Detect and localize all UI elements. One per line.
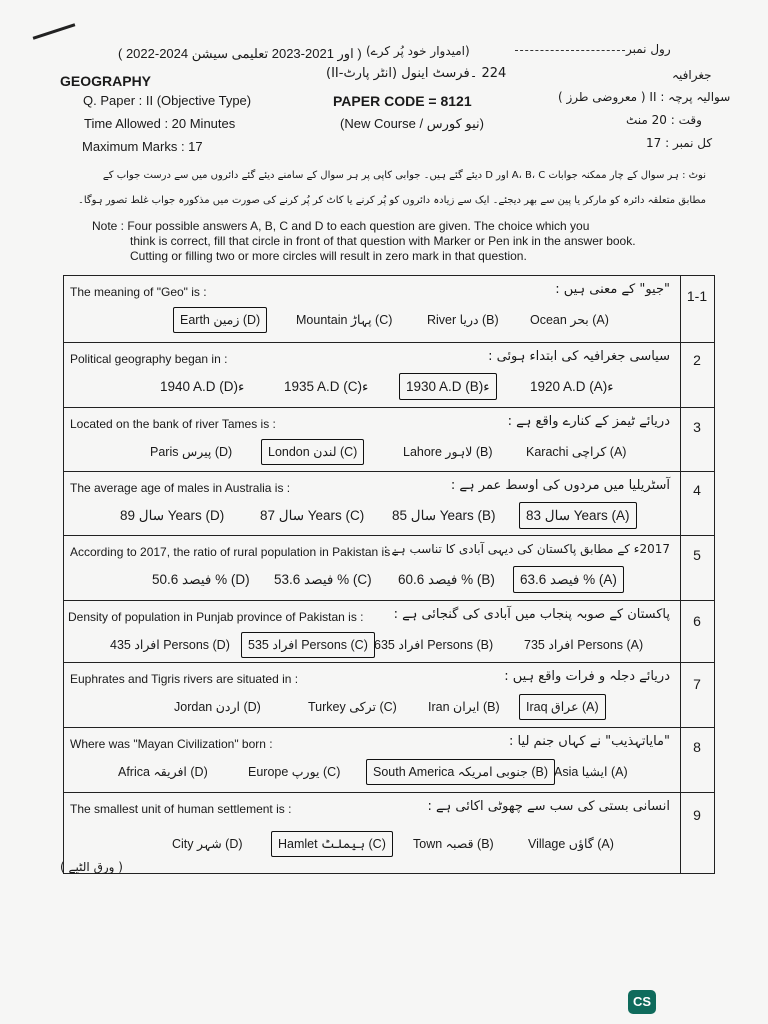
question-number: 9 [693,807,701,823]
paper-en: Q. Paper : II (Objective Type) [83,93,252,108]
paper-code: PAPER CODE = 8121 [333,93,472,109]
candidate-note: (امیدوار خود پُر کرے) [366,44,470,58]
question-row [64,407,714,472]
question-number: 3 [693,419,701,435]
question-text-ur: آسٹریلیا میں مردوں کی اوسط عمر ہے : [450,478,670,493]
question-text-en: According to 2017, the ratio of rural population in Pakistan is : [70,545,397,559]
question-table [63,275,715,874]
option-b: فیصد 60.6 % (B) [398,572,495,587]
question-row [64,600,714,663]
question-text-en: The average age of males in Australia is : [70,481,291,495]
option-c: Turkey ترکی (C) [308,700,397,714]
option-b-marked: 1930 A.D (B)ء [399,373,497,400]
option-a: Karachi کراچی (A) [526,445,627,459]
question-number: 5 [693,547,701,563]
pen-mark [33,23,76,39]
question-text-ur: "مایاتہذیب" نے کہاں جنم لیا : [509,734,670,749]
question-text-en: Euphrates and Tigris rivers are situated in : [70,672,299,686]
question-text-ur: انسانی بستی کی سب سے چھوٹی اکائی ہے : [427,799,670,814]
option-a: Asia ایشیا (A) [554,765,628,779]
time-en: Time Allowed : 20 Minutes [84,116,236,131]
note-en-2: think is correct, fill that circle in front of that question with Marker or Pen ink in the answer book. [130,234,636,248]
question-row [64,342,714,408]
option-c: سال 87 Years (C) [260,508,365,523]
course-label: (New Course / نیو کورس) [340,116,484,131]
question-number: 7 [693,676,701,692]
question-text-en: Density of population in Punjab province of Pakistan is : [68,610,364,624]
question-row [64,276,714,342]
option-b: افراد 635 Persons (B) [374,638,494,652]
question-text-ur: سیاسی جغرافیہ کی ابتداء ہوئی : [488,349,670,364]
option-c-marked: افراد 535 Persons (C) [241,632,375,658]
question-row [64,662,714,728]
question-text-en: Located on the bank of river Tames is : [70,417,276,431]
time-ur: وقت : 20 منٹ [626,113,702,127]
option-a-marked: سال 83 Years (A) [519,502,637,529]
question-number: 8 [693,739,701,755]
question-number: 4 [693,482,701,498]
option-d: 1940 A.D (D)ء [160,379,245,394]
option-d: Paris پیرس (D) [150,445,233,459]
question-text-ur: دریائے ٹیمز کے کنارے واقع ہے : [507,414,670,429]
question-text-ur: 2017ء کے مطابق پاکستان کی دیہی آبادی کا تناسب ہے : [383,542,670,556]
question-row [64,727,714,793]
option-a-marked: Iraq عراق (A) [519,694,606,720]
note-en-3: Cutting or filling two or more circles will result in zero mark in that question. [130,249,527,263]
note-en-1: Note : Four possible answers A, B, C and D to each question are given. The choice which you [92,219,590,233]
option-d: Jordan اردن (D) [174,700,261,714]
turn-over-note: ( ورق الٹیے ) [60,860,123,874]
option-a-marked: فیصد 63.6 % (A) [513,566,624,593]
question-row [64,535,714,601]
question-text-en: Where was "Mayan Civilization" born : [70,737,273,751]
option-d: Africa افریقہ (D) [118,765,208,779]
subject-ur: جغرافیہ [672,68,712,82]
question-row [64,792,714,874]
option-c: فیصد 53.6 % (C) [274,572,372,587]
option-b: River دریا (B) [427,313,499,327]
option-a: Ocean بحر (A) [530,313,609,327]
camscanner-logo: CS [628,990,656,1014]
option-d: City شہر (D) [172,837,243,851]
option-d: فیصد 50.6 % (D) [152,572,250,587]
paper-ur: سوالیہ پرچہ : II ( معروضی طرز ) [558,90,731,104]
option-d: سال 89 Years (D) [120,508,225,523]
option-b: Iran ایران (B) [428,700,500,714]
option-a: افراد 735 Persons (A) [524,638,644,652]
option-b: سال 85 Years (B) [392,508,496,523]
option-b: Lahore لاہور (B) [403,445,493,459]
option-c-marked: London لندن (C) [261,439,364,465]
question-text-en: Political geography began in : [70,352,228,366]
question-text-ur: دریائے دجلہ و فرات واقع ہیں : [504,669,670,684]
option-c: 1935 A.D (C)ء [284,379,369,394]
marks-ur: کل نمبر : 17 [646,136,713,150]
roll-label: رول نمبر [626,42,671,56]
question-number: 1-1 [686,288,708,304]
option-a: 1920 A.D (A)ء [530,379,614,394]
question-text-en: The meaning of "Geo" is : [70,285,207,299]
question-text-ur: پاکستان کے صوبہ پنجاب میں آبادی کی گنجائی ہے : [393,607,670,622]
option-b-marked: South America جنوبی امریکہ (B) [366,759,555,785]
roll-number-line [515,50,625,51]
option-c: Mountain پہاڑ (C) [296,313,393,327]
question-number: 2 [693,352,701,368]
option-d-marked: Earth زمین (D) [173,307,267,333]
question-row [64,471,714,536]
group-label: 224 ۔فرسٹ اینول (انٹر پارٹ-II) [326,66,507,81]
option-b: Town قصبہ (B) [413,837,494,851]
option-d: افراد 435 Persons (D) [110,638,230,652]
option-a: Village گاؤں (A) [528,837,614,851]
note-urdu-1: نوٹ : ہر سوال کے چار ممکنہ جوابات A، B، C اور D دیئے گئے ہیں۔ جوابی کاپی پر ہر سوال کے سامنے دیئے گئے دائروں میں سے درست جواب کے [102,170,706,181]
option-c-marked: Hamlet ہیملٹ (C) [271,831,393,857]
question-text-en: The smallest unit of human settlement is : [70,802,292,816]
question-number: 6 [693,613,701,629]
note-urdu-2: مطابق متعلقہ دائرہ کو مارکر یا پین سے بھر دیجئے۔ ایک سے زیادہ دائروں کو پُر کرنے یا کاٹ کر پُر کرنے کی صورت میں مذکورہ جواب غلط تصور ہوگا۔ [77,195,706,206]
marks-en: Maximum Marks : 17 [82,139,203,154]
subject-en: GEOGRAPHY [60,73,152,89]
option-c: Europe یورپ (C) [248,765,341,779]
session-line: ( 2022-2024 اور 2021-2023 تعلیمی سیشن ) [118,46,362,61]
question-text-ur: "جیو" کے معنی ہیں : [555,282,670,297]
